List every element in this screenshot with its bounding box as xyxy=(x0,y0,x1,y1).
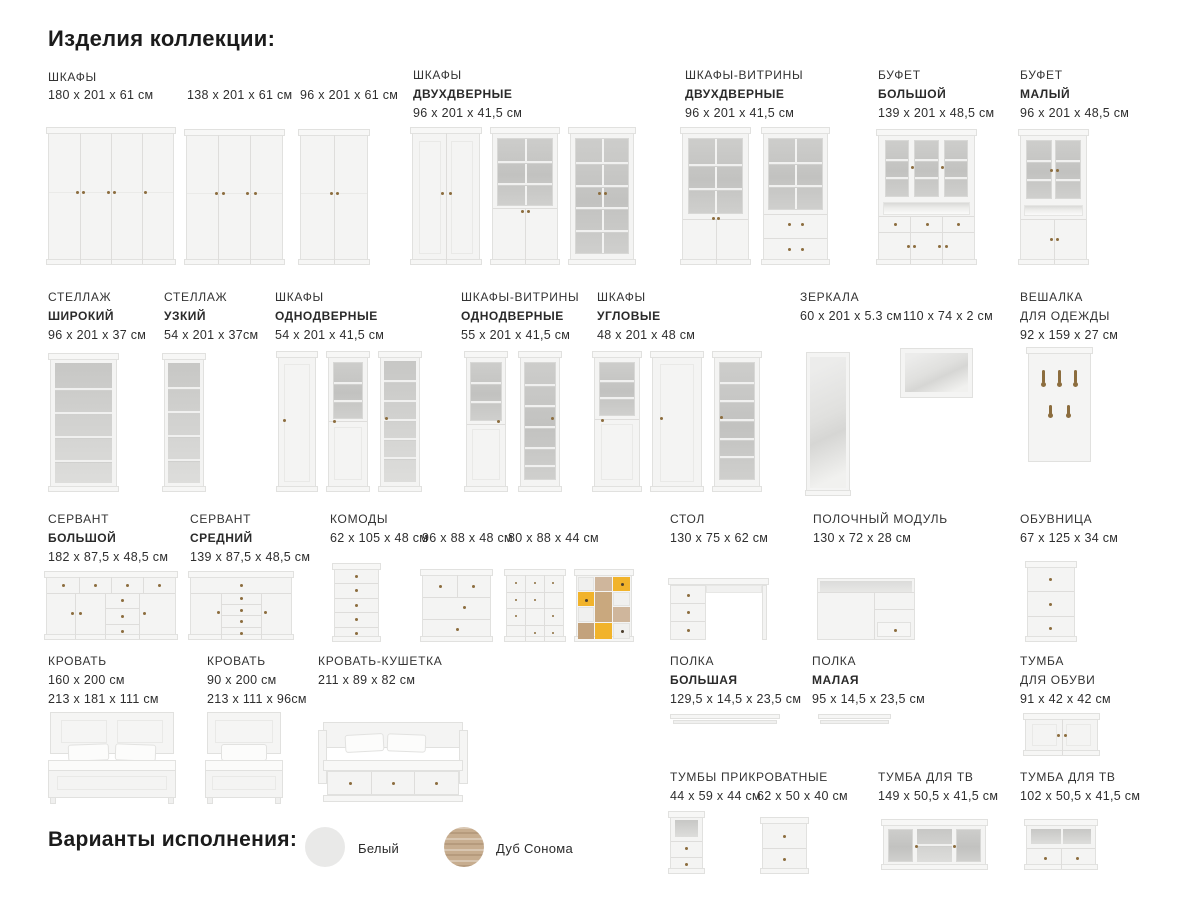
group-label-shelf-module xyxy=(813,510,948,548)
group-label-wardrobes xyxy=(48,68,97,87)
group-name: ПОЛОЧНЫЙ МОДУЛЬ xyxy=(813,512,948,526)
group-name-bold: ШИРОКИЙ xyxy=(48,309,114,323)
group-label-sideboard-big xyxy=(48,510,168,567)
dresser-multidrawer-image xyxy=(506,574,564,642)
group-label-sideboard-medium xyxy=(190,510,310,567)
group-dims: 60 x 201 x 5.3 см xyxy=(800,309,902,323)
group-name-bold: БОЛЬШОЙ xyxy=(878,87,947,101)
group-label-shelf-small xyxy=(812,652,925,709)
group-label-tv-stand-small xyxy=(1020,768,1140,806)
wall-shelf-big-image xyxy=(670,714,780,725)
corner-wardrobe-glass-image xyxy=(714,356,760,492)
wardrobe-1door-solid-image xyxy=(278,356,316,492)
sideboard-medium-image xyxy=(190,576,292,640)
group-label-shelving-narrow xyxy=(164,288,258,345)
group-label-tv-stand-big xyxy=(878,768,998,806)
variant-swatch-white xyxy=(305,827,345,867)
group-name: ПОЛКА xyxy=(812,654,857,668)
group-dims: 160 x 200 см xyxy=(48,673,125,687)
corner-wardrobe-glasstop-image xyxy=(594,356,640,492)
group-label-desk xyxy=(670,510,768,548)
group-dims: 95 x 14,5 x 23,5 см xyxy=(812,692,925,706)
shelf-module-image xyxy=(817,578,915,640)
group-dims: 96 x 201 x 41,5 см xyxy=(413,106,523,120)
group-name: СТЕЛЛАЖ xyxy=(164,290,228,304)
group-dims: 96 x 201 x 41,5 см xyxy=(685,106,795,120)
group-name-bold: ОДНОДВЕРНЫЕ xyxy=(461,309,564,323)
group-name-bold: ДВУХДВЕРНЫЕ xyxy=(685,87,785,101)
dresser-tall-image xyxy=(334,568,379,642)
group-dims: 180 x 201 x 61 см xyxy=(48,88,154,102)
group-name-bold: БОЛЬШАЯ xyxy=(670,673,738,687)
group-name: ШКАФЫ-ВИТРИНЫ xyxy=(461,290,580,304)
wardrobe-3-door-image xyxy=(186,134,283,265)
group-name: КРОВАТЬ xyxy=(48,654,107,668)
group-dims: 92 x 159 x 27 см xyxy=(1020,328,1119,342)
group-dims: 54 x 201 x 41,5 см xyxy=(275,328,385,342)
page-title: Изделия коллекции: xyxy=(48,26,276,51)
variant-label-white: Белый xyxy=(358,841,400,856)
bed-double-image xyxy=(48,712,176,804)
corner-wardrobe-solid-image xyxy=(652,356,702,492)
group-dims: 54 x 201 x 37см xyxy=(164,328,259,342)
group-dims: 91 x 42 x 42 см xyxy=(1020,692,1111,706)
daybed-image xyxy=(318,722,468,802)
group-name: ШКАФЫ xyxy=(275,290,324,304)
vitrine-2door-drawers-image xyxy=(763,132,828,265)
group-name: ШКАФЫ xyxy=(597,290,646,304)
group-name: ШКАФЫ xyxy=(48,70,97,84)
group-label-dressers xyxy=(330,510,388,529)
bedside-table-2-image xyxy=(762,822,807,874)
group-label-wardrobes-1door xyxy=(275,288,384,345)
shoe-cabinet-image xyxy=(1027,566,1075,642)
desk-image xyxy=(670,578,767,640)
group-dims: 149 x 50,5 x 41,5 см xyxy=(878,789,999,803)
cabinet-2door-glasstop-image xyxy=(492,132,558,265)
buffet-small-image xyxy=(1020,134,1087,265)
bedside-table-1-image xyxy=(670,816,703,874)
group-name: ЗЕРКАЛА xyxy=(800,290,860,304)
wardrobe-4-door-image xyxy=(48,132,174,265)
group-dims: 90 x 200 см xyxy=(207,673,277,687)
group-dims: 129,5 x 14,5 x 23,5 см xyxy=(670,692,802,706)
group-name-bold: БОЛЬШОЙ xyxy=(48,531,117,545)
tv-stand-big-image xyxy=(883,824,986,870)
bookshelf-narrow-image xyxy=(164,358,204,492)
group-dims: 44 x 59 x 44 см xyxy=(670,789,761,803)
group-name: КРОВАТЬ xyxy=(207,654,266,668)
buffet-big-image xyxy=(878,134,975,265)
group-name: ОБУВНИЦА xyxy=(1020,512,1093,526)
group-dims: 130 x 72 x 28 см xyxy=(813,531,912,545)
group-name-bold: ОДНОДВЕРНЫЕ xyxy=(275,309,378,323)
group-name: ДЛЯ ОДЕЖДЫ xyxy=(1020,309,1111,323)
group-name: ШКАФЫ xyxy=(413,68,462,82)
group-label-shoe-bench xyxy=(1020,652,1111,709)
group-label-wardrobes-2door xyxy=(413,66,522,123)
sideboard-big-image xyxy=(46,576,176,640)
group-name: ДЛЯ ОБУВИ xyxy=(1020,673,1096,687)
group-name-bold: УГЛОВЫЕ xyxy=(597,309,661,323)
group-dims: 138 x 201 x 61 см xyxy=(187,88,293,102)
group-dims: 139 x 201 x 48,5 см xyxy=(878,106,995,120)
wardrobe-1door-glasstop-image xyxy=(328,356,368,492)
group-dims: 55 x 201 x 41,5 см xyxy=(461,328,571,342)
group-name-bold: СРЕДНИЙ xyxy=(190,531,253,545)
bed-single-image xyxy=(205,712,283,804)
shoe-bench-image xyxy=(1025,718,1098,756)
group-name: СЕРВАНТ xyxy=(190,512,252,526)
group-label-shelving-wide xyxy=(48,288,146,345)
group-name: СТОЛ xyxy=(670,512,705,526)
group-label-vitrines-2door xyxy=(685,66,803,123)
group-name: ТУМБЫ ПРИКРОВАТНЫЕ xyxy=(670,770,828,784)
group-label-shoe-cabinet xyxy=(1020,510,1118,548)
group-name: ТУМБА ДЛЯ ТВ xyxy=(878,770,974,784)
group-dims: 211 x 89 x 82 см xyxy=(318,673,416,687)
mirror-tall-image xyxy=(806,352,850,496)
group-label-bed-double xyxy=(48,652,159,709)
group-label-buffet-small xyxy=(1020,66,1129,123)
tv-stand-small-image xyxy=(1026,824,1096,870)
group-dims: 62 x 105 x 48 см xyxy=(330,531,429,545)
bookshelf-wide-image xyxy=(50,358,117,492)
group-dims: 213 x 181 x 111 см xyxy=(48,692,159,706)
group-dims: 213 x 111 x 96см xyxy=(207,692,307,706)
group-label-vitrines-1door xyxy=(461,288,579,345)
group-label-bedside-tables xyxy=(670,768,828,787)
group-dims: 67 x 125 x 34 см xyxy=(1020,531,1119,545)
group-dims: 102 x 50,5 x 41,5 см xyxy=(1020,789,1141,803)
group-label-shelf-big xyxy=(670,652,801,709)
group-name: ТУМБА xyxy=(1020,654,1065,668)
group-dims: 139 x 87,5 x 48,5 см xyxy=(190,550,311,564)
group-dims: 130 x 75 x 62 см xyxy=(670,531,769,545)
group-label-bed-single xyxy=(207,652,307,709)
group-label-buffet-big xyxy=(878,66,994,123)
group-label-mirrors xyxy=(800,288,859,307)
wardrobe-1door-open-image xyxy=(380,356,420,492)
mirror-wide-image xyxy=(900,348,973,398)
group-dims: 96 x 201 x 61 см xyxy=(300,88,399,102)
group-name: ТУМБА ДЛЯ ТВ xyxy=(1020,770,1116,784)
group-dims: 96 x 201 x 37 см xyxy=(48,328,147,342)
group-name: БУФЕТ xyxy=(1020,68,1063,82)
wardrobe-2-door-image xyxy=(300,134,368,265)
cabinet-2door-glass-image xyxy=(570,132,634,265)
group-name-bold: МАЛАЯ xyxy=(812,673,860,687)
group-dims: 80 x 88 x 44 см xyxy=(508,531,599,545)
dresser-colorful-image xyxy=(576,574,632,642)
group-dims: 110 x 74 x 2 см xyxy=(903,309,993,323)
group-name: СТЕЛЛАЖ xyxy=(48,290,112,304)
group-label-corner-wardrobes xyxy=(597,288,695,345)
group-name: ПОЛКА xyxy=(670,654,715,668)
group-name: ВЕШАЛКА xyxy=(1020,290,1084,304)
group-name: СЕРВАНТ xyxy=(48,512,110,526)
group-name-bold: ДВУХДВЕРНЫЕ xyxy=(413,87,513,101)
cabinet-2door-solid-image xyxy=(412,132,480,265)
group-dims: 96 x 88 x 48 см xyxy=(422,531,513,545)
group-name-bold: УЗКИЙ xyxy=(164,309,207,323)
group-label-coat-rack xyxy=(1020,288,1118,345)
dresser-wide-image xyxy=(422,574,491,642)
group-dims: 182 x 87,5 x 48,5 см xyxy=(48,550,169,564)
vitrine-1door-glass-image xyxy=(520,356,560,492)
group-name-bold: МАЛЫЙ xyxy=(1020,87,1071,101)
group-dims: 96 x 201 x 48,5 см xyxy=(1020,106,1130,120)
variant-swatch-oak xyxy=(444,827,484,867)
coat-rack-image xyxy=(1028,352,1091,462)
group-name: КРОВАТЬ-КУШЕТКА xyxy=(318,654,443,668)
group-name: ШКАФЫ-ВИТРИНЫ xyxy=(685,68,804,82)
wall-shelf-small-image xyxy=(818,714,891,725)
group-label-daybed xyxy=(318,652,443,690)
vitrine-2door-glasstop-image xyxy=(682,132,749,265)
group-name: БУФЕТ xyxy=(878,68,921,82)
group-name: КОМОДЫ xyxy=(330,512,389,526)
variant-label-oak: Дуб Сонома xyxy=(496,841,573,856)
variants-title: Варианты исполнения: xyxy=(48,828,298,851)
vitrine-1door-glasstop-image xyxy=(466,356,506,492)
group-dims: 48 x 201 x 48 см xyxy=(597,328,696,342)
group-dims: 62 x 50 x 40 см xyxy=(757,789,848,803)
